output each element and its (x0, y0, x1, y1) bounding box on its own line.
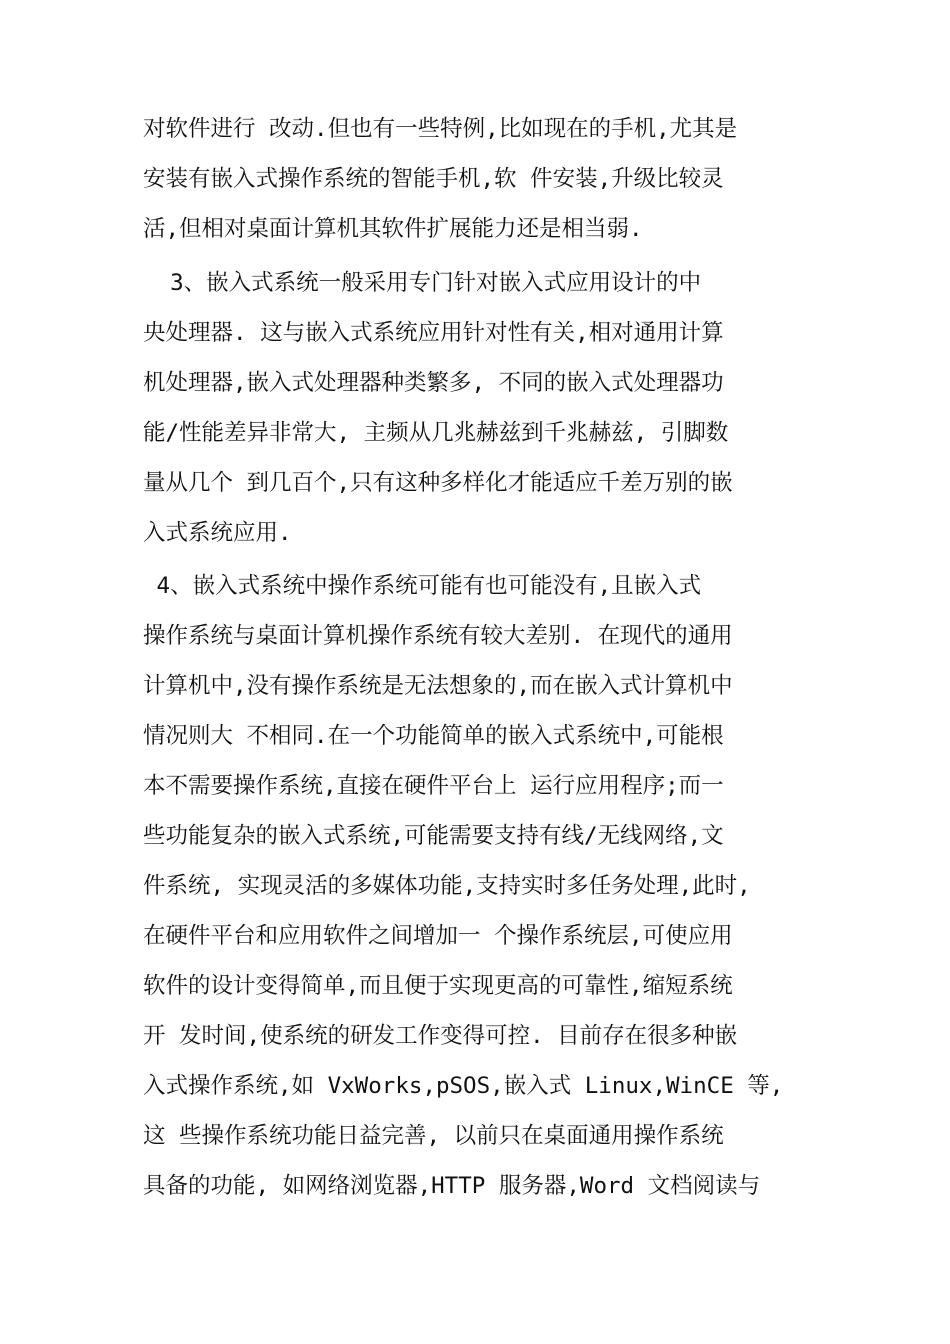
text-line: 入式操作系统,如 VxWorks,pSOS,嵌入式 Linux,WinCE 等, (143, 1073, 784, 1099)
text-line: 能/性能差异非常大, 主频从几兆赫兹到千兆赫兹, 引脚数 (143, 420, 729, 446)
text-line: 对软件进行 改动.但也有一些特例,比如现在的手机,尤其是 (143, 116, 738, 142)
text-line: 开 发时间,使系统的研发工作变得可控. 目前存在很多种嵌 (143, 1023, 738, 1049)
text-line: 情况则大 不相同.在一个功能简单的嵌入式系统中,可能根 (143, 723, 724, 749)
text-line: 些功能复杂的嵌入式系统,可能需要支持有线/无线网络,文 (143, 823, 724, 849)
text-line: 央处理器. 这与嵌入式系统应用针对性有关,相对通用计算 (143, 320, 724, 346)
text-line: 件系统, 实现灵活的多媒体功能,支持实时多任务处理,此时, (143, 873, 751, 899)
text-line: 入式系统应用. (143, 520, 292, 546)
text-line: 在硬件平台和应用软件之间增加一 个操作系统层,可使应用 (143, 923, 733, 949)
text-line: 3、嵌入式系统一般采用专门针对嵌入式应用设计的中 (143, 270, 702, 296)
text-line: 量从几个 到几百个,只有这种多样化才能适应千差万别的嵌 (143, 470, 733, 496)
text-line: 4、嵌入式系统中操作系统可能有也可能没有,且嵌入式 (143, 573, 702, 599)
text-line: 安装有嵌入式操作系统的智能手机,软 件安装,升级比较灵 (143, 166, 724, 192)
text-line: 本不需要操作系统,直接在硬件平台上 运行应用程序;而一 (143, 773, 724, 799)
text-line: 软件的设计变得简单,而且便于实现更高的可靠性,缩短系统 (143, 973, 733, 999)
text-line: 具备的功能, 如网络浏览器,HTTP 服务器,Word 文档阅读与 (143, 1173, 761, 1199)
text-line: 活,但相对桌面计算机其软件扩展能力还是相当弱. (143, 216, 643, 242)
text-line: 机处理器,嵌入式处理器种类繁多, 不同的嵌入式处理器功 (143, 370, 724, 396)
text-line: 操作系统与桌面计算机操作系统有较大差别. 在现代的通用 (143, 623, 733, 649)
text-line: 计算机中,没有操作系统是无法想象的,而在嵌入式计算机中 (143, 673, 733, 699)
text-line: 这 些操作系统功能日益完善, 以前只在桌面通用操作系统 (143, 1123, 724, 1149)
